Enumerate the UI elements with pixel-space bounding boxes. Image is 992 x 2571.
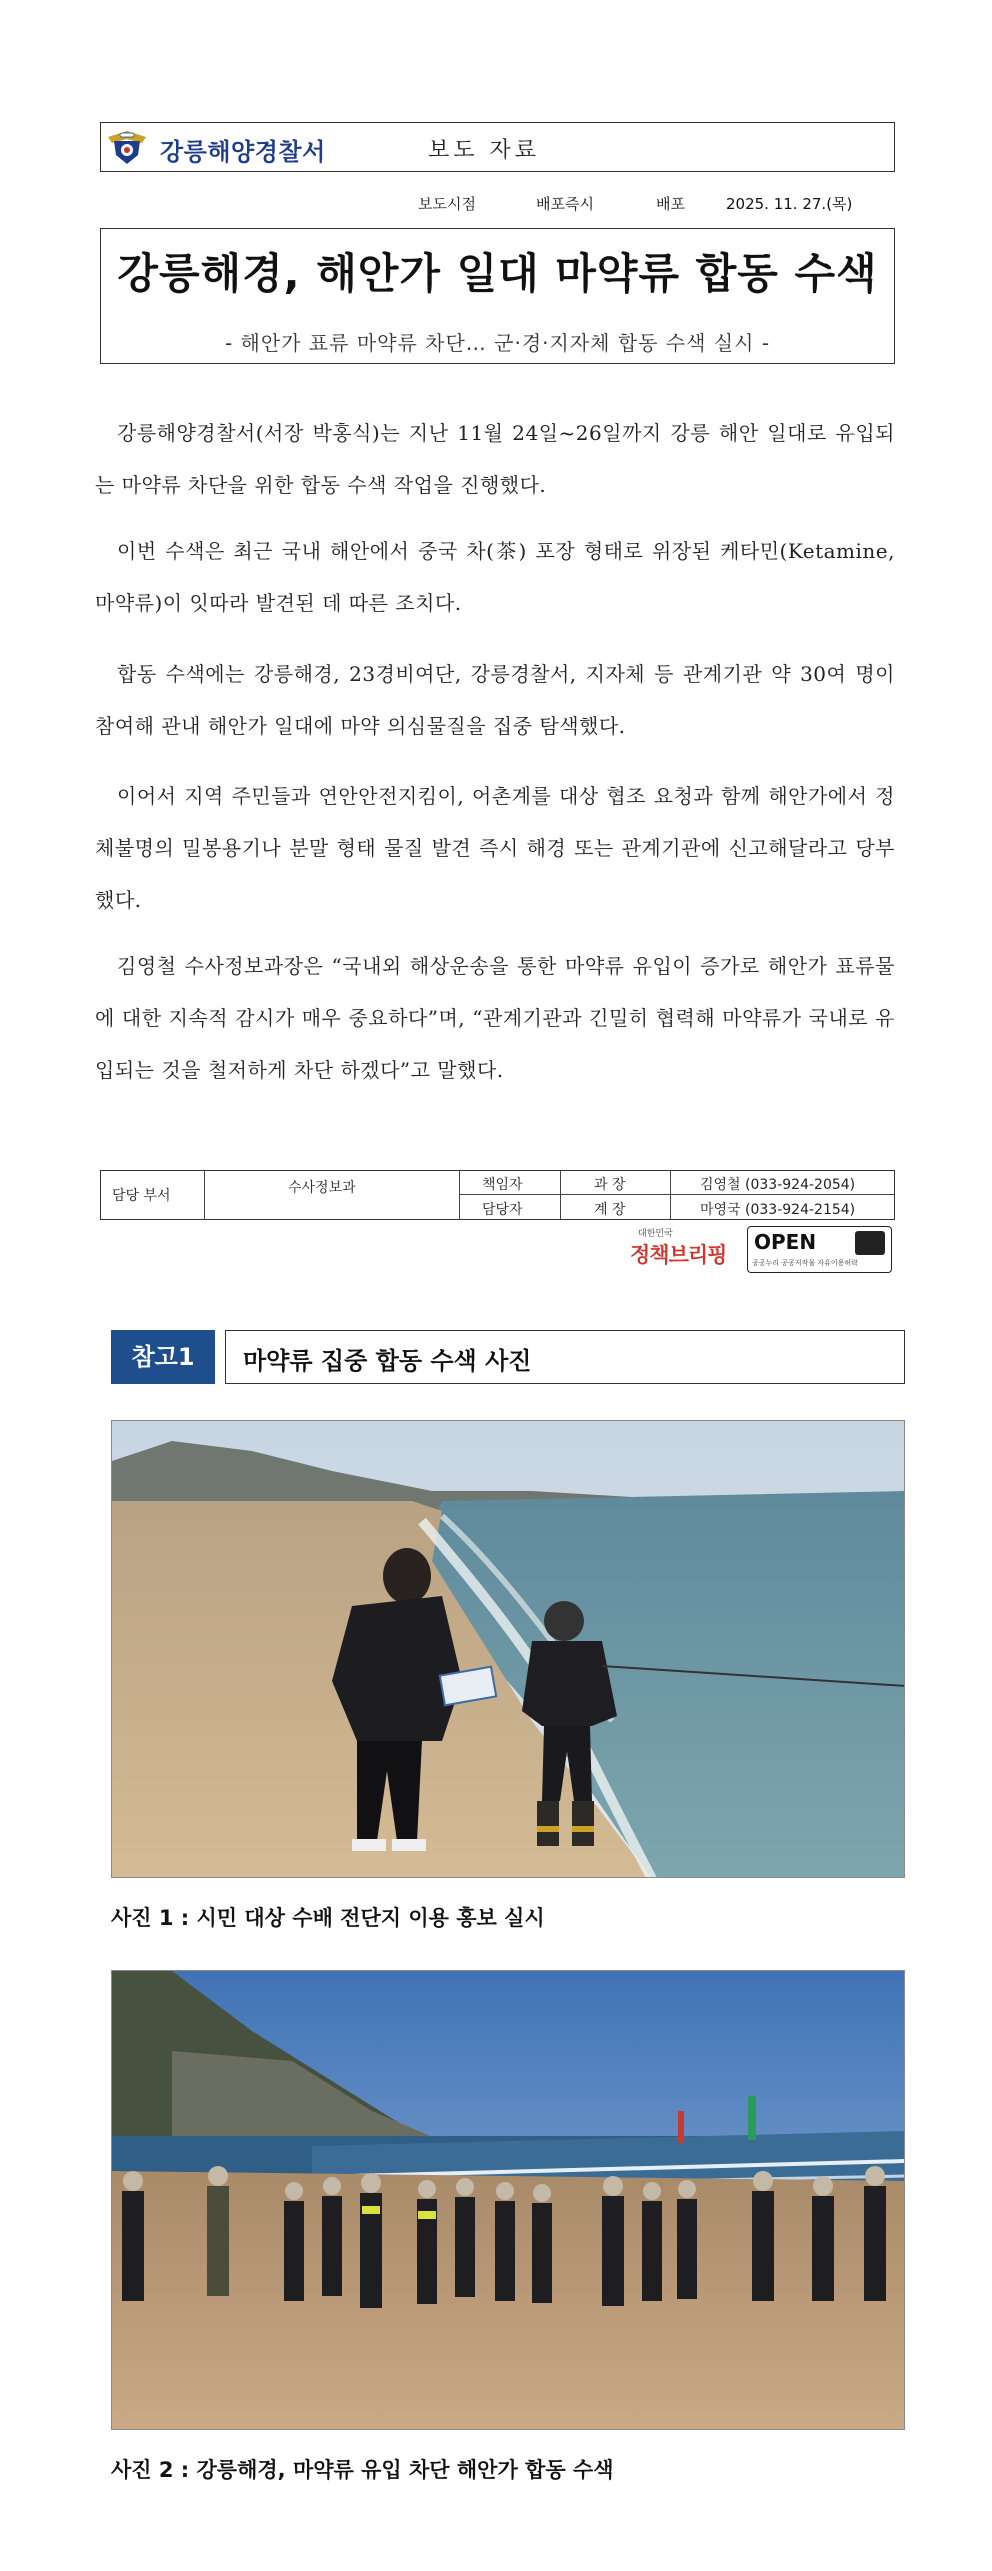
contact-person: 김영철 (033-924-2054) bbox=[700, 1177, 856, 1193]
reference-title: 마약류 집중 합동 수색 사진 bbox=[243, 1347, 532, 1375]
contact-position: 과 장 bbox=[594, 1177, 626, 1193]
policy-briefing-logo bbox=[630, 1226, 726, 1269]
photo-caption: 사진 1 : 시민 대상 수배 전단지 이용 홍보 실시 bbox=[111, 1906, 545, 1930]
release-value: 배포즉시 bbox=[536, 195, 594, 213]
license-type-icon bbox=[855, 1231, 885, 1255]
contact-role: 담당자 bbox=[482, 1202, 523, 1218]
contact-position: 계 장 bbox=[594, 1202, 626, 1218]
photo-1 bbox=[111, 1420, 905, 1878]
contact-person: 마영국 (033-924-2154) bbox=[700, 1202, 856, 1218]
coast-guard-emblem-icon bbox=[104, 127, 150, 167]
dept-value: 수사정보과 bbox=[288, 1180, 356, 1196]
brief-main-text: 정책브리핑 bbox=[630, 1243, 727, 1267]
photo-2 bbox=[111, 1970, 905, 2430]
doc-type: 보도 자료 bbox=[428, 138, 541, 163]
dept-label: 담당 부서 bbox=[112, 1188, 171, 1204]
reference-tag: 참고1 bbox=[111, 1330, 215, 1384]
body-paragraph: 이어서 지역 주민들과 연안안전지킴이, 어촌계를 대상 협조 요청과 함께 해안가에서 정체불명의 밀봉용기나 분말 형태 물질 발견 즉시 해경 또는 관계기관에 신고해달라고 당부했다. bbox=[95, 784, 895, 912]
body-paragraph: 김영철 수사정보과장은 “국내외 해상운송을 통한 마약류 유입이 증가로 해안가 표류물에 대한 지속적 감시가 매우 중요하다”며, “관계기관과 긴밀히 협력해 마약류가 국내로 유입되는 것을 철저하게 차단 하겠다”고 말했다. bbox=[95, 954, 895, 1082]
photo-caption: 사진 2 : 강릉해경, 마약류 유입 차단 해안가 합동 수색 bbox=[111, 2458, 614, 2482]
distribution-label: 배포 bbox=[656, 195, 685, 213]
contact-role: 책임자 bbox=[482, 1177, 523, 1193]
page-title: 강릉해경, 해안가 일대 마약류 합동 수색 bbox=[117, 249, 878, 298]
distribution-date: 2025. 11. 27.(목) bbox=[726, 195, 853, 213]
org-name: 강릉해양경찰서 bbox=[160, 138, 326, 166]
open-license-badge bbox=[747, 1226, 892, 1273]
release-label: 보도시점 bbox=[418, 195, 476, 213]
page-subtitle: - 해안가 표류 마약류 차단… 군·경·지자체 합동 수색 실시 - bbox=[224, 331, 771, 355]
brief-small-text: 대한민국 bbox=[638, 1229, 673, 1239]
open-text: OPEN bbox=[754, 1230, 817, 1254]
body-paragraph: 강릉해양경찰서(서장 박홍식)는 지난 11월 24일~26일까지 강릉 해안 일대로 유입되는 마약류 차단을 위한 합동 수색 작업을 진행했다. bbox=[95, 421, 895, 497]
open-subtext: 공공누리 공공저작물 자유이용허락 bbox=[752, 1259, 858, 1267]
body-paragraph: 합동 수색에는 강릉해경, 23경비여단, 강릉경찰서, 지자체 등 관계기관 약 30여 명이 참여해 관내 해안가 일대에 마약 의심물질을 집중 탐색했다. bbox=[95, 662, 895, 738]
body-paragraph: 이번 수색은 최근 국내 해안에서 중국 차(茶) 포장 형태로 위장된 케타민(Ketamine, 마약류)이 잇따라 발견된 데 따른 조치다. bbox=[95, 539, 895, 615]
